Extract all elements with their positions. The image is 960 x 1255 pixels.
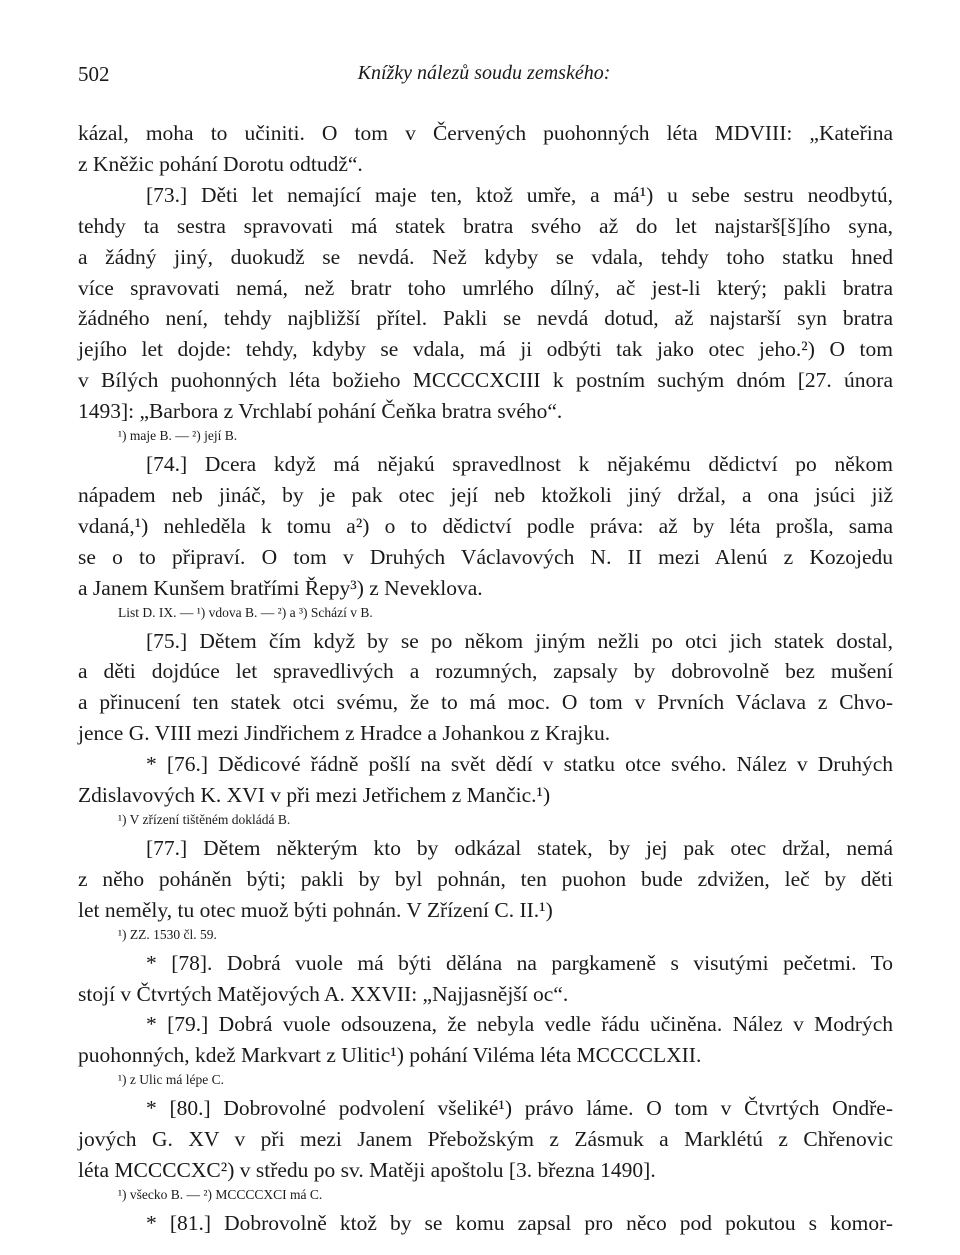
footnote-line: ¹) z Ulic má lépe C.	[118, 1072, 225, 1088]
text-line: [77.] Dětem některým kto by odkázal statek, by jej pak otec držal, nemá	[146, 835, 893, 860]
text-line: stojí v Čtvrtých Matějových A. XXVII: „Najjasnější oc“.	[78, 981, 569, 1006]
page-number: 502	[78, 62, 110, 86]
text-line: a přinucení ten statek otci svému, že to má moc. O tom v Prvních Václava z Chvo-	[78, 690, 893, 715]
text-line: tehdy ta sestra spravovati má statek bratra svého až do let najstarš[š]ího syna,	[78, 213, 893, 238]
text-line: * [80.] Dobrovolné podvolení všeliké¹) právo láme. O tom v Čtvrtých Ondře-	[146, 1096, 893, 1121]
text-line: v Bílých puohonných léta božieho MCCCCXCIII k postním suchým dnóm [27. února	[78, 368, 893, 393]
text-line: puohonných, kdež Markvart z Ulitic¹) pohání Viléma léta MCCCCLXII.	[78, 1043, 702, 1068]
footnote-line: List D. IX. — ¹) vdova B. — ²) a ³) Schází v B.	[118, 604, 373, 620]
text-line: let neměly, tu otec muož býti pohnán. V Zřízení C. II.¹)	[78, 897, 553, 922]
text-line: žádného není, tehdy najbližší přítel. Pakli se nevdá dotud, až najstarší syn bratra	[78, 306, 893, 331]
text-line: se o to připraví. O tom v Druhých Václavových N. II mezi Alenú z Kozojedu	[78, 544, 893, 569]
text-line: kázal, moha to učiniti. O tom v Červených puohonných léta MDVIII: „Kateřina	[78, 121, 893, 145]
text-line: [73.] Děti let nemající maje ten, ktož umře, a má¹) u sebe sestru neodbytú,	[146, 182, 893, 207]
text-line: jence G. VIII mezi Jindřichem z Hradce a Johankou z Krajku.	[78, 721, 611, 746]
footnote-line: ¹) ZZ. 1530 čl. 59.	[118, 926, 217, 942]
running-title: Knížky nálezů soudu zemského:	[357, 62, 611, 84]
text-line: [75.] Dětem čím když by se po někom jiným nežli po otci jich statek dostal,	[146, 628, 893, 653]
text-line: * [81.] Dobrovolně ktož by se komu zapsal pro něco pod pokutou s komor-	[146, 1210, 893, 1235]
text-line: * [79.] Dobrá vuole odsouzena, že nebyla vedle řádu učiněna. Nález v Modrých	[146, 1012, 893, 1037]
text-line: vdaná,¹) nehleděla k tomu a²) o to dědictví podle práva: až by léta prošla, sama	[78, 513, 893, 538]
text-line: více spravovati nemá, než bratr toho umrlého dílný, ač jest-li který; pakli bratra	[78, 275, 893, 300]
footnote-line: ¹) všecko B. — ²) MCCCCXCI má C.	[118, 1186, 323, 1202]
text-line: jových G. XV v při mezi Janem Přebožským z Zásmuk a Marklétú z Chřenovic	[78, 1127, 893, 1152]
text-line: z Kněžic pohání Dorotu odtudž“.	[78, 151, 363, 176]
footnote-line: ¹) maje B. — ²) její B.	[118, 428, 238, 443]
text-line: * [76.] Dědicové řádně pošlí na svět dědí v statku otce svého. Nález v Druhých	[146, 752, 893, 777]
text-line: z něho poháněn býti; pakli by byl pohnán, ten puohon bude zdvižen, leč by děti	[78, 866, 893, 891]
text-line: a děti dojdúce let spravedlivých a rozumných, zapsaly by dobrovolně bez mušení	[78, 659, 893, 684]
text-line: a Janem Kunšem bratřími Řepy³) z Neveklova.	[78, 575, 483, 600]
text-line: * [78]. Dobrá vuole má býti dělána na pargkameně s visutými pečetmi. To	[146, 950, 893, 975]
footnote-line: ¹) V zřízení tištěném dokládá B.	[118, 811, 291, 827]
text-line: léta MCCCCXC²) v středu po sv. Matěji apoštolu [3. března 1490].	[78, 1158, 656, 1182]
text-line: 1493]: „Barbora z Vrchlabí pohání Čeňka bratra svého“.	[78, 399, 563, 424]
text-line: Zdislavových K. XVI v při mezi Jetřichem z Mančic.¹)	[78, 783, 551, 807]
text-line: jejího let dojde: tehdy, kdyby se vdala, má ji odbýti tak jako otec jeho.²) O tom	[78, 337, 893, 362]
page-header	[78, 62, 890, 92]
text-line: nápadem neb jináč, by je pak otec její neb ktožkoli jiný držal, a ona jsúci již	[78, 482, 893, 507]
text-line: [74.] Dcera když má nějakú spravedlnost k nějakému dědictví po někom	[146, 452, 893, 476]
text-line: a žádný jiný, duokudž se nevdá. Než kdyby se vdala, tehdy toho statku hned	[78, 244, 893, 269]
